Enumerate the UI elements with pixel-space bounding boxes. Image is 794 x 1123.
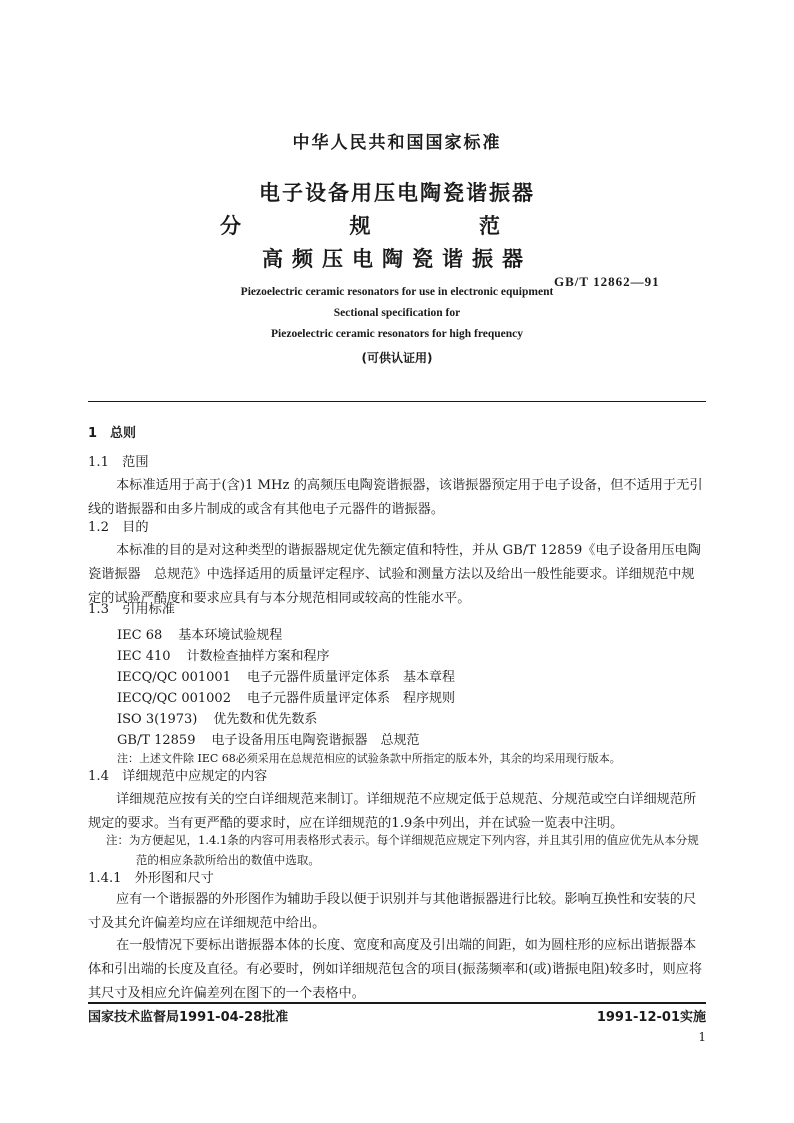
reference-code: GB/T 12859	[117, 733, 196, 748]
english-title-line3: Piezoelectric ceramic resonators for high frequency	[271, 328, 523, 340]
standard-number: GB/T 12862—91	[554, 274, 660, 289]
reference-name: 计数检查抽样方案和程序	[186, 649, 330, 664]
header-divider	[88, 401, 706, 402]
reference-code: IEC 68	[117, 628, 163, 643]
reference-code: ISO 3(1973)	[117, 712, 198, 727]
implementation-line: 1991-12-01实施	[596, 1010, 706, 1025]
section-1-4-1-text-2: 在一般情况下要标出谐振器本体的长度、宽度和高度及引出端的间距，如为圆柱形的应标出谐振器本体和引出端的长度及直径。有必要时，例如详细规范包含的项目(振荡频率和(或)谐振电阻)较多时，则应将其尺寸及相应允许偏差列在图下的一个表格中。	[88, 938, 703, 1001]
section-1-3-note: 注：上述文件除 IEC 68必须采用在总规范相应的试验条款中所指定的版本外，其余的均采用现行版本。	[117, 752, 621, 765]
reference-item	[117, 624, 282, 643]
section-1-4-1-heading: 1.4.1 外形图和尺寸	[88, 871, 214, 886]
title-line2-char: 分	[220, 214, 241, 238]
section-1-4-note: 注：为方便起见，1.4.1条的内容可用表格形式表示。每个详细规范应规定下列内容，并且其引用的值应优先从本分规范的相应条款所给出的数值中选取。	[106, 833, 699, 867]
reference-item	[117, 645, 330, 664]
english-title-line1: Piezoelectric ceramic resonators for use in electronic equipment	[240, 286, 554, 298]
title-line2-char: 规	[349, 214, 371, 238]
reference-code: IEC 410	[117, 649, 171, 664]
reference-code: IECQ/QC 001001	[117, 670, 231, 685]
reference-name: 优先数和优先数系	[213, 712, 318, 727]
reference-code: IECQ/QC 001002	[117, 691, 231, 706]
reference-item	[117, 729, 420, 748]
section-1-3-heading: 1.3 引用标准	[88, 602, 175, 617]
document-title-line3: 高频压电陶瓷谐振器	[262, 247, 532, 271]
document-title-line2	[220, 210, 500, 240]
reference-item	[117, 708, 317, 727]
footer-divider	[88, 1002, 706, 1004]
section-1-4-heading: 1.4 详细规范中应规定的内容	[88, 769, 268, 784]
national-standard-heading: 中华人民共和国国家标准	[292, 133, 502, 153]
reference-name: 基本环境试验规程	[178, 628, 283, 643]
section-1-4-text: 详细规范应按有关的空白详细规范来制订。详细规范不应规定低于总规范、分规范或空白详细规范所规定的要求。当有更严酷的要求时，应在详细规范的1.9条中列出，并在试验一览表中注明。	[88, 792, 697, 831]
title-line2-char: 范	[479, 214, 500, 238]
section-1-1-text: 本标准适用于高于(含)1 MHz 的高频压电陶瓷谐振器，该谐振器预定用于电子设备，但不适用于无引线的谐振器和由多片制成的或含有其他电子元器件的谐振器。	[88, 478, 703, 517]
reference-item	[117, 666, 455, 685]
english-title-line2: Sectional specification for	[333, 307, 461, 319]
reference-name: 电子设备用压电陶瓷谐振器 总规范	[211, 733, 420, 748]
document-title-line1: 电子设备用压电陶瓷谐振器	[259, 181, 535, 205]
section-1-heading: 1 总则	[88, 426, 137, 441]
approval-line: 国家技术监督局1991-04-28批准	[88, 1010, 289, 1025]
reference-name: 电子元器件质量评定体系 程序规则	[246, 691, 455, 706]
reference-item	[117, 687, 455, 706]
section-1-2-heading: 1.2 目的	[88, 520, 149, 535]
certification-note: (可供认证用)	[361, 351, 433, 365]
section-1-1-heading: 1.1 范围	[88, 455, 149, 470]
section-1-2-text: 本标准的目的是对这种类型的谐振器规定优先额定值和特性，并从 GB/T 12859《电子设备用压电陶瓷谐振器 总规范》中选择适用的质量评定程序、试验和测量方法以及给出一般性能要求。详细规范中规定的试验严酷度和要求应具有与本分规范相同或较高的性能水平。	[88, 543, 701, 606]
section-1-4-1-text-1: 应有一个谐振器的外形图作为辅助手段以便于识别并与其他谐振器进行比较。影响互换性和安装的尺寸及其允许偏差均应在详细规范中给出。	[88, 892, 697, 931]
page-number: 1	[698, 1030, 706, 1044]
reference-name: 电子元器件质量评定体系 基本章程	[246, 670, 455, 685]
